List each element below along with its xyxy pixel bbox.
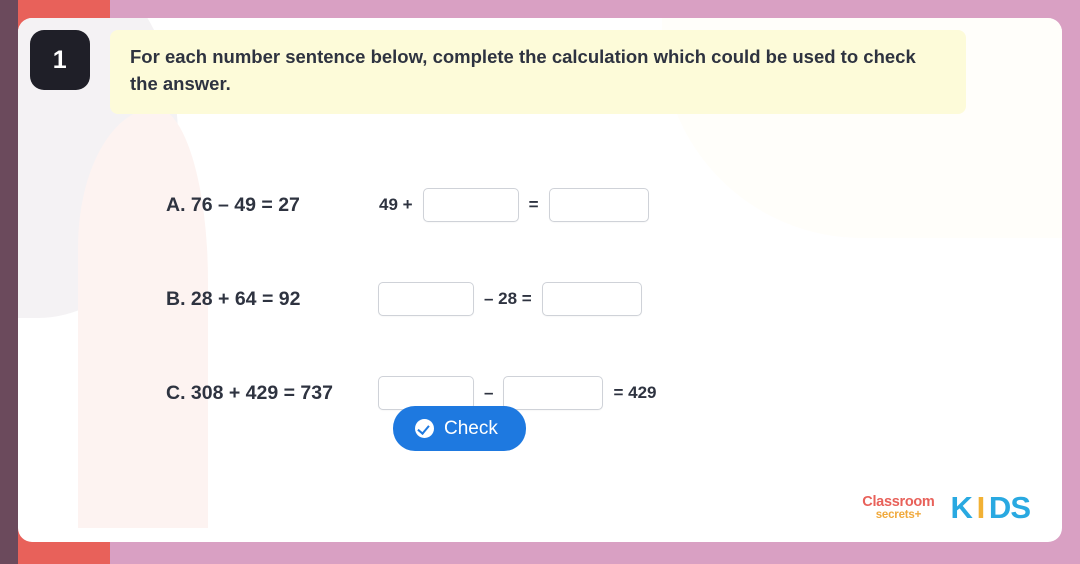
- kids-logo-s: S: [1010, 490, 1030, 525]
- number-sentence-a: A. 76 – 49 = 27: [166, 193, 300, 216]
- kids-logo-i: I: [976, 490, 985, 525]
- check-button-label: Check: [444, 417, 498, 439]
- question-card: [18, 18, 1062, 542]
- kids-logo-k: K: [950, 490, 972, 525]
- question-number-badge: 1: [30, 30, 90, 90]
- number-sentence-b: B. 28 + 64 = 92: [166, 287, 301, 310]
- check-circle-icon: [415, 419, 434, 438]
- answer-input-c2[interactable]: [503, 376, 603, 410]
- check-calculation-b: [378, 282, 642, 316]
- answer-input-c1[interactable]: [378, 376, 474, 410]
- check-calculation-a: [378, 188, 649, 222]
- kids-logo: [945, 488, 1036, 528]
- question-instruction: For each number sentence below, complete the calculation which could be used to check the answer.: [110, 30, 966, 114]
- operator-mid-a: =: [528, 195, 539, 214]
- check-calculation-c: [378, 376, 657, 410]
- operand-prefix-a: 49 +: [379, 195, 413, 214]
- operator-mid-c: –: [484, 383, 494, 402]
- number-sentence-c: C. 308 + 429 = 737: [166, 381, 333, 404]
- branding: [862, 488, 1036, 528]
- kids-logo-lightbulb-icon: [972, 490, 989, 526]
- question-rows: [18, 158, 1062, 440]
- check-button[interactable]: [393, 406, 526, 451]
- question-row-b: [18, 252, 1062, 346]
- question-row-a: [18, 158, 1062, 252]
- classroom-secrets-logo: [862, 495, 934, 522]
- operand-suffix-c: = 429: [613, 383, 657, 402]
- check-button-wrap: [393, 406, 526, 451]
- answer-input-a1[interactable]: [423, 188, 519, 222]
- operator-mid-b: – 28 =: [484, 289, 532, 308]
- decor-band-dark: [0, 0, 18, 564]
- question-row-c: [18, 346, 1062, 440]
- answer-input-b1[interactable]: [378, 282, 474, 316]
- classroom-secrets-line1: Classroom: [862, 493, 935, 510]
- classroom-secrets-line2: secrets+: [875, 509, 922, 521]
- answer-input-b2[interactable]: [542, 282, 642, 316]
- question-content: [18, 18, 1062, 542]
- kids-logo-d: D: [988, 490, 1011, 525]
- answer-input-a2[interactable]: [549, 188, 649, 222]
